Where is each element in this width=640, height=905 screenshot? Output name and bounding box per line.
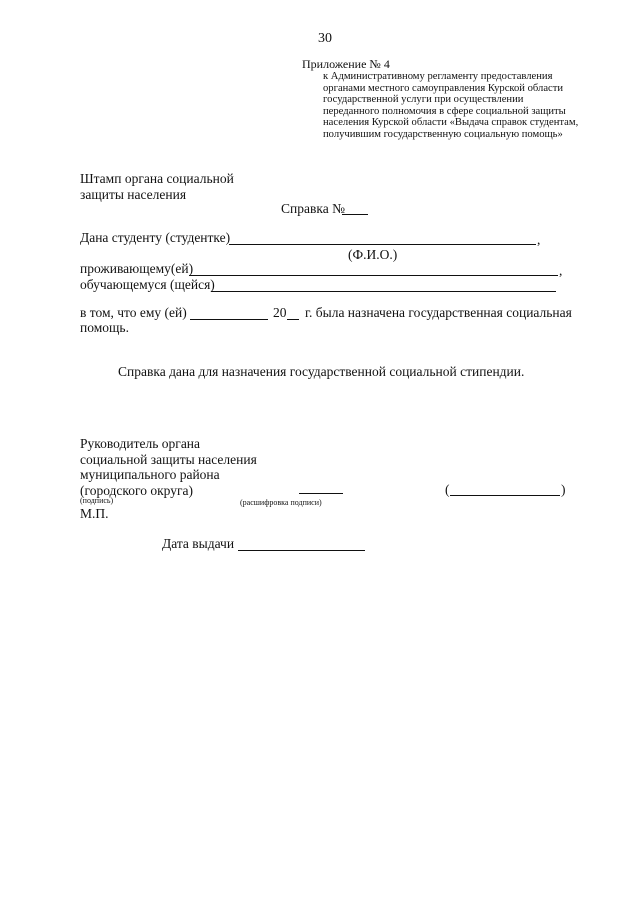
issue-date-label: Дата выдачи [162,536,235,551]
annex-line: получившим государственную социальную помощь» [323,128,563,140]
open-paren: ( [445,482,450,497]
signature-caption: (подпись) [80,496,114,505]
fio-caption: (Ф.И.О.) [348,247,398,262]
head-line: (городского округа) [80,482,194,498]
date-field[interactable] [190,319,268,320]
year-field[interactable] [287,319,299,320]
certificate-title: Справка № [281,201,345,216]
annex-line: органами местного самоуправления Курской области [323,82,564,94]
head-title [80,436,257,498]
stamp-line: защиты населения [80,187,187,202]
statement-suffix: г. была назначена государственная социальная [305,305,572,320]
close-paren: ) [561,482,566,497]
signature-field[interactable] [299,493,343,494]
stamp-line: Штамп органа социальной [80,171,234,186]
purpose-text: Справка дана для назначения государственной социальной стипендии. [118,364,525,379]
decoding-field[interactable] [450,495,560,496]
issue-date-field[interactable] [238,550,365,551]
annex-title: Приложение № 4 [302,57,390,71]
student-name-field[interactable] [229,244,536,245]
residing-label: проживающему(ей) [80,261,194,276]
annex-line: населения Курской области «Выдача справок студентам, [323,117,579,129]
stamp-block [80,171,234,203]
comma: , [537,232,541,247]
certificate-number-field[interactable] [342,214,368,215]
studying-label: обучающемуся (щейся) [80,277,215,292]
residing-address-field[interactable] [189,275,558,276]
page-number: 30 [318,31,332,46]
head-line: Руководитель органа [80,436,201,451]
decoding-caption: (расшифровка подписи) [240,498,322,507]
year-prefix: 20 [273,305,287,320]
head-line: социальной защиты населения [80,451,257,467]
studying-institution-field[interactable] [211,291,556,292]
statement-line2: помощь. [80,320,129,335]
annex-line: к Административному регламенту предоставления [323,71,553,82]
seal-label: М.П. [80,506,109,521]
annex-line: переданного полномочия в сфере социальной защиты [323,105,566,117]
student-label: Дана студенту (студентке) [80,230,231,245]
comma: , [559,263,563,278]
annex-line: государственной услуги при осуществлении [323,94,524,106]
head-line: муниципального района [80,467,220,482]
annex-description [323,71,578,141]
statement-prefix: в том, что ему (ей) [80,305,187,320]
